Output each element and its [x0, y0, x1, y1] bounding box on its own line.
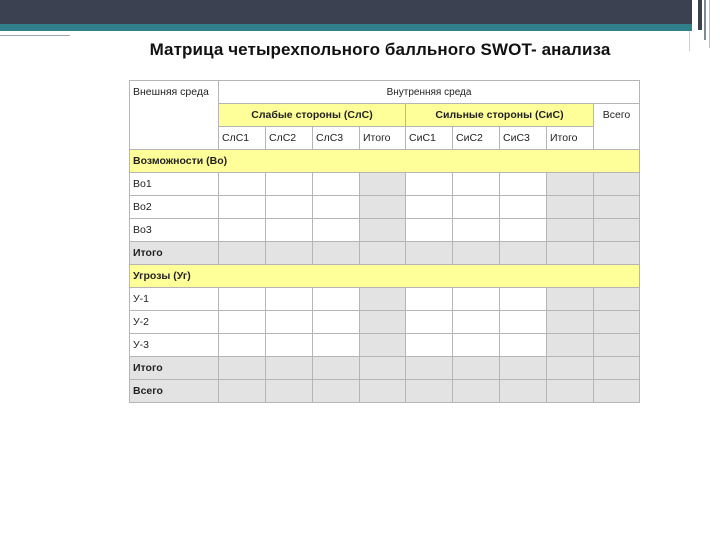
table-cell — [266, 380, 313, 403]
table-cell — [406, 311, 453, 334]
col-header-weak-2: СлС2 — [266, 127, 313, 150]
table-cell — [547, 173, 594, 196]
table-cell — [453, 242, 500, 265]
table-cell — [360, 288, 406, 311]
table-cell — [594, 173, 640, 196]
table-cell — [547, 380, 594, 403]
table-cell — [594, 311, 640, 334]
table-row — [130, 288, 640, 311]
table-cell — [219, 311, 266, 334]
table-cell — [500, 288, 547, 311]
table-row — [130, 219, 640, 242]
row-label: Во1 — [130, 173, 219, 196]
swot-matrix-table — [129, 80, 640, 403]
row-label: Во3 — [130, 219, 219, 242]
table-cell — [219, 219, 266, 242]
weak-sides-header: Слабые стороны (СлС) — [219, 104, 406, 127]
table-row — [130, 334, 640, 357]
grand-total-row — [130, 380, 640, 403]
table-cell — [453, 311, 500, 334]
table-cell — [500, 242, 547, 265]
table-cell — [360, 311, 406, 334]
slide-top-accent — [0, 24, 692, 31]
table-cell — [453, 288, 500, 311]
table-cell — [266, 357, 313, 380]
table-cell — [313, 242, 360, 265]
opportunities-section-label: Возможности (Во) — [130, 150, 640, 173]
col-header-strong-total: Итого — [547, 127, 594, 150]
row-label: Итого — [130, 357, 219, 380]
table-row — [130, 173, 640, 196]
table-cell — [547, 219, 594, 242]
internal-env-header: Внутренняя среда — [219, 81, 640, 104]
row-label: У-2 — [130, 311, 219, 334]
table-cell — [219, 380, 266, 403]
table-cell — [453, 219, 500, 242]
table-cell — [266, 196, 313, 219]
slide-top-bar — [0, 0, 692, 24]
table-cell — [594, 334, 640, 357]
table-cell — [547, 311, 594, 334]
table-cell — [406, 196, 453, 219]
table-cell — [594, 196, 640, 219]
slide-rule-left — [0, 35, 70, 36]
row-label: Во2 — [130, 196, 219, 219]
col-header-strong-2: СиС2 — [453, 127, 500, 150]
col-header-weak-total: Итого — [360, 127, 406, 150]
table-cell — [219, 357, 266, 380]
table-cell — [313, 334, 360, 357]
external-env-header: Внешняя среда — [130, 81, 219, 150]
table-cell — [266, 311, 313, 334]
table-cell — [406, 173, 453, 196]
table-cell — [594, 380, 640, 403]
table-cell — [313, 288, 360, 311]
table-cell — [500, 357, 547, 380]
grand-total-column-header: Всего — [594, 104, 640, 150]
table-cell — [547, 357, 594, 380]
table-cell — [406, 334, 453, 357]
table-cell — [266, 173, 313, 196]
table-cell — [219, 196, 266, 219]
table-cell — [453, 380, 500, 403]
table-cell — [360, 196, 406, 219]
table-cell — [500, 219, 547, 242]
table-cell — [360, 334, 406, 357]
col-header-strong-3: СиС3 — [500, 127, 547, 150]
table-cell — [219, 334, 266, 357]
row-label: Итого — [130, 242, 219, 265]
col-header-strong-1: СиС1 — [406, 127, 453, 150]
table-cell — [313, 219, 360, 242]
table-cell — [266, 288, 313, 311]
table-cell — [453, 196, 500, 219]
col-header-weak-1: СлС1 — [219, 127, 266, 150]
table-cell — [360, 242, 406, 265]
table-cell — [266, 219, 313, 242]
table-row — [130, 196, 640, 219]
table-cell — [313, 173, 360, 196]
opportunities-total-row — [130, 242, 640, 265]
table-cell — [500, 173, 547, 196]
table-cell — [360, 357, 406, 380]
table-cell — [594, 242, 640, 265]
page-title: Матрица четырехпольного балльного SWOT- анализа — [149, 40, 611, 59]
table-cell — [313, 196, 360, 219]
table-cell — [406, 219, 453, 242]
table-cell — [500, 380, 547, 403]
table-cell — [406, 288, 453, 311]
table-cell — [360, 173, 406, 196]
table-cell — [406, 357, 453, 380]
table-row — [130, 311, 640, 334]
table-cell — [547, 196, 594, 219]
header-row-1 — [130, 81, 640, 104]
threats-section-label: Угрозы (Уг) — [130, 265, 640, 288]
table-cell — [594, 357, 640, 380]
table-cell — [360, 219, 406, 242]
table-cell — [360, 380, 406, 403]
table-cell — [594, 288, 640, 311]
table-cell — [453, 334, 500, 357]
table-cell — [547, 334, 594, 357]
table-cell — [313, 311, 360, 334]
table-cell — [219, 242, 266, 265]
opportunities-section-row — [130, 150, 640, 173]
table-cell — [219, 173, 266, 196]
strong-sides-header: Сильные стороны (СиС) — [406, 104, 594, 127]
threats-section-row — [130, 265, 640, 288]
row-label: У-1 — [130, 288, 219, 311]
table-cell — [453, 173, 500, 196]
table-cell — [500, 334, 547, 357]
table-cell — [219, 288, 266, 311]
row-label: У-3 — [130, 334, 219, 357]
table-cell — [313, 380, 360, 403]
table-cell — [547, 242, 594, 265]
row-label: Всего — [130, 380, 219, 403]
table-cell — [406, 242, 453, 265]
table-cell — [594, 219, 640, 242]
col-header-weak-3: СлС3 — [313, 127, 360, 150]
table-cell — [453, 357, 500, 380]
table-cell — [266, 334, 313, 357]
table-cell — [547, 288, 594, 311]
table-cell — [406, 380, 453, 403]
threats-total-row — [130, 357, 640, 380]
table-cell — [500, 196, 547, 219]
table-cell — [313, 357, 360, 380]
table-cell — [500, 311, 547, 334]
table-cell — [266, 242, 313, 265]
